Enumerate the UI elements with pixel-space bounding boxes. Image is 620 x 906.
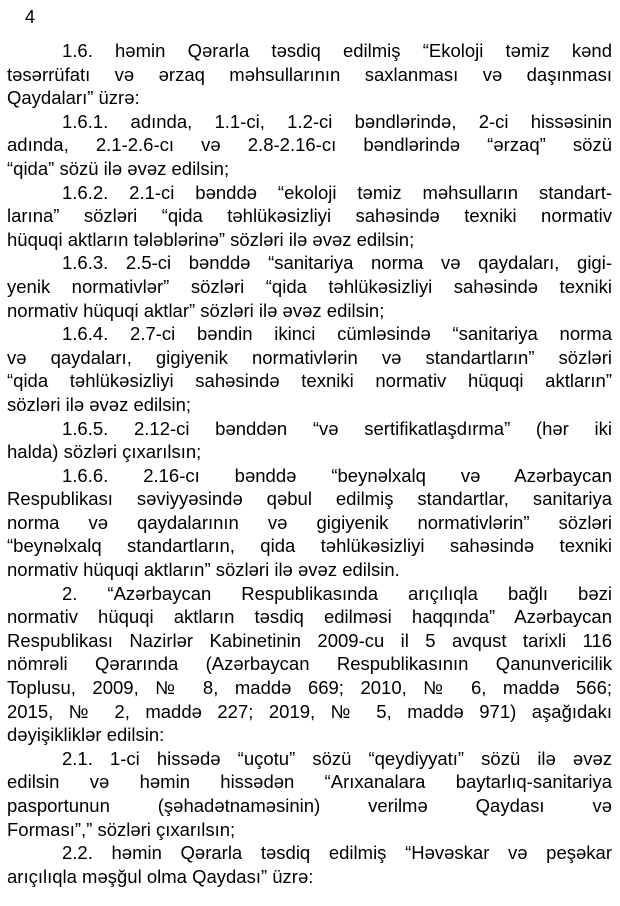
text-line: pasportunun (şəhadətnaməsinin) verilmə Qaydası və (7, 795, 612, 816)
text-line: 1.6.1. adında, 1.1-ci, 1.2-ci bəndlərində, 2-ci hissəsinin (62, 110, 612, 132)
text-line: edilsin və həmin hissədən “Arıxanalara baytarlıq-sanitariya (7, 771, 612, 793)
paragraph-1.6.3 (7, 251, 612, 322)
text-line: normativ hüquqi aktlar” sözləri ilə əvəz edilsin; (7, 299, 385, 321)
text-line: halda) sözləri çıxarılsın; (7, 441, 202, 463)
text-line: adında, 2.1-2.6-cı və 2.8-2.16-cı bəndlərində “ərzaq” sözü (7, 134, 612, 156)
text-line: 1.6.5. 2.12-ci bənddən “və sertifikatlaşdırma” (hər iki (62, 417, 612, 439)
text-line: 1.6.3. 2.5-ci bənddə “sanitariya norma və qaydaları, gigi- (62, 252, 612, 274)
text-line: 2. “Azərbaycan Respublikasında arıçılıqla bağlı bəzi (62, 582, 612, 604)
paragraph-1.6.5 (7, 417, 612, 464)
paragraph-1.6.1 (7, 110, 612, 181)
text-line: 1.6.6. 2.16-cı bənddə “beynəlxalq və Azərbaycan (62, 464, 612, 486)
paragraph-1.6.2 (7, 181, 612, 252)
text-line: təsərrüfatı və ərzaq məhsullarının saxlanması və daşınması (7, 63, 612, 85)
text-line: Respublikası səviyyəsində qəbul edilmiş standartlar, sanitariya (7, 488, 612, 510)
text-line: dəyişikliklər edilsin: (7, 724, 165, 746)
text-line: normativ hüquqi aktların təsdiq edilməsi haqqında” Azərbaycan (7, 606, 612, 628)
text-line: arıçılıqla məşğul olma Qaydası” üzrə: (7, 865, 314, 887)
paragraph-2.2 (7, 841, 612, 888)
text-line: yenik normativlər” sözləri “qida təhlükəsizliyi sahəsində texniki (7, 275, 612, 297)
paragraph-1.6 (7, 39, 612, 110)
paragraph-1.6.6 (7, 464, 612, 582)
text-line: “qida” sözü ilə əvəz edilsin; (7, 157, 230, 179)
text-line: 2015, № 2, maddə 227; 2019, № 5, maddə 971) aşağıdakı (7, 700, 612, 722)
text-line: 2.1. 1-ci hissədə “uçotu” sözü “qeydiyyatı” sözü ilə əvəz (62, 747, 612, 769)
text-line: normativ hüquqi aktların” sözləri ilə əvəz edilsin. (7, 559, 400, 581)
text-line: “beynəlxalq standartların, qida təhlükəsizliyi sahəsində texniki (7, 535, 612, 557)
text-line: 2.2. həmin Qərarla təsdiq edilmiş “Həvəskar və peşəkar (62, 842, 612, 864)
text-line: Qaydaları” üzrə: (7, 87, 140, 109)
document-body (7, 39, 612, 888)
text-line: sözləri ilə əvəz edilsin; (7, 393, 192, 415)
paragraph-2 (7, 582, 612, 747)
text-line: Forması”,” sözləri çıxarılsın; (7, 818, 236, 840)
text-line: Respublikası Nazirlər Kabinetinin 2009-cu il 5 avqust tarixli 116 (7, 629, 612, 651)
text-line: larına” sözləri “qida təhlükəsizliyi sahəsində texniki normativ (7, 205, 612, 227)
page-number: 4 (25, 7, 36, 27)
text-line: 1.6. həmin Qərarla təsdiq edilmiş “Ekoloji təmiz kənd (62, 40, 612, 61)
text-line: norma və qaydalarının və gigiyenik normativlərin” sözləri (7, 511, 612, 533)
text-line: hüquqi aktların tələblərinə” sözləri ilə əvəz edilsin; (7, 228, 415, 250)
text-line: Toplusu, 2009, № 8, maddə 669; 2010, № 6, maddə 566; (7, 677, 612, 699)
text-line: nömrəli Qərarında (Azərbaycan Respublikasının Qanunvericilik (7, 653, 612, 675)
text-line: 1.6.2. 2.1-ci bənddə “ekoloji təmiz məhsulların standart- (62, 181, 612, 203)
text-line: “qida təhlükəsizliyi sahəsində texniki normativ hüquqi aktların” (7, 370, 612, 392)
text-line: 1.6.4. 2.7-ci bəndin ikinci cümləsində “sanitariya norma (62, 323, 612, 345)
text-line: və qaydaları, gigiyenik normativlərin və standartların” sözləri (7, 346, 612, 368)
paragraph-2.1 (7, 747, 612, 841)
paragraph-1.6.4 (7, 322, 612, 416)
